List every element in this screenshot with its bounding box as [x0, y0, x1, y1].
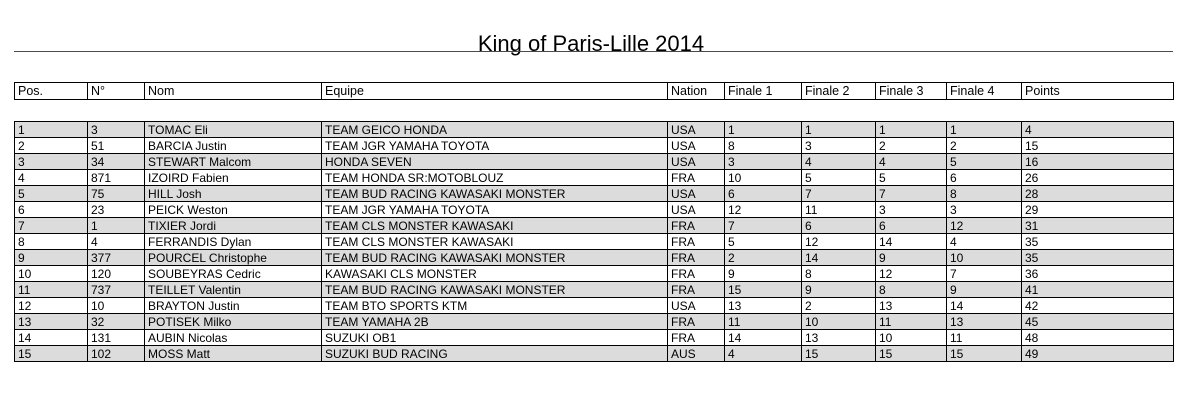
col-final-2-cell: 7 [802, 186, 876, 202]
col-final-3-cell: 8 [876, 282, 947, 298]
col-points-cell: 31 [1022, 218, 1174, 234]
col-number-cell: 737 [88, 282, 145, 298]
column-header-number: N° [88, 83, 145, 100]
col-team-cell: TEAM BUD RACING KAWASAKI MONSTER [322, 282, 668, 298]
col-team-cell: TEAM YAMAHA 2B [322, 314, 668, 330]
col-points-cell: 35 [1022, 250, 1174, 266]
col-name-cell: POTISEK Milko [145, 314, 322, 330]
col-team-cell: TEAM BTO SPORTS KTM [322, 298, 668, 314]
col-final-3-cell: 15 [876, 346, 947, 362]
col-number-cell: 102 [88, 346, 145, 362]
col-number-cell: 131 [88, 330, 145, 346]
col-final-3-cell: 3 [876, 202, 947, 218]
col-final-1-cell: 2 [725, 250, 802, 266]
col-points-cell: 4 [1022, 122, 1174, 138]
col-pos-cell: 15 [15, 346, 88, 362]
col-final-3-cell: 2 [876, 138, 947, 154]
col-final-1-cell: 13 [725, 298, 802, 314]
col-name-cell: TIXIER Jordi [145, 218, 322, 234]
col-nation-cell: USA [668, 298, 725, 314]
col-team-cell: TEAM GEICO HONDA [322, 122, 668, 138]
col-number-cell: 32 [88, 314, 145, 330]
col-points-cell: 36 [1022, 266, 1174, 282]
col-final-2-cell: 1 [802, 122, 876, 138]
col-number-cell: 3 [88, 122, 145, 138]
col-nation-cell: FRA [668, 218, 725, 234]
col-nation-cell: USA [668, 186, 725, 202]
col-nation-cell: USA [668, 138, 725, 154]
col-points-cell: 42 [1022, 298, 1174, 314]
column-header-table [14, 82, 1174, 100]
table-row [15, 250, 1174, 266]
table-row [15, 330, 1174, 346]
col-final-1-cell: 3 [725, 154, 802, 170]
table-row [15, 138, 1174, 154]
col-final-1-cell: 15 [725, 282, 802, 298]
col-final-1-cell: 10 [725, 170, 802, 186]
col-number-cell: 23 [88, 202, 145, 218]
col-final-4-cell: 1 [947, 122, 1022, 138]
col-name-cell: AUBIN Nicolas [145, 330, 322, 346]
col-name-cell: IZOIRD Fabien [145, 170, 322, 186]
col-final-3-cell: 1 [876, 122, 947, 138]
col-team-cell: TEAM HONDA SR:MOTOBLOUZ [322, 170, 668, 186]
col-final-4-cell: 3 [947, 202, 1022, 218]
col-points-cell: 48 [1022, 330, 1174, 346]
col-final-4-cell: 4 [947, 234, 1022, 250]
col-final-3-cell: 12 [876, 266, 947, 282]
column-header-final-4: Finale 4 [947, 83, 1022, 100]
col-final-3-cell: 9 [876, 250, 947, 266]
col-final-3-cell: 11 [876, 314, 947, 330]
col-team-cell: TEAM CLS MONSTER KAWASAKI [322, 218, 668, 234]
col-final-2-cell: 3 [802, 138, 876, 154]
col-final-1-cell: 8 [725, 138, 802, 154]
col-number-cell: 10 [88, 298, 145, 314]
col-points-cell: 45 [1022, 314, 1174, 330]
col-name-cell: MOSS Matt [145, 346, 322, 362]
column-header-final-1: Finale 1 [725, 83, 802, 100]
col-nation-cell: FRA [668, 170, 725, 186]
col-final-3-cell: 6 [876, 218, 947, 234]
col-pos-cell: 4 [15, 170, 88, 186]
col-final-4-cell: 12 [947, 218, 1022, 234]
col-final-2-cell: 13 [802, 330, 876, 346]
col-final-2-cell: 6 [802, 218, 876, 234]
table-row [15, 202, 1174, 218]
col-nation-cell: FRA [668, 266, 725, 282]
col-final-4-cell: 2 [947, 138, 1022, 154]
column-header-nation: Nation [668, 83, 725, 100]
col-team-cell: TEAM JGR YAMAHA TOYOTA [322, 202, 668, 218]
col-name-cell: SOUBEYRAS Cedric [145, 266, 322, 282]
table-row [15, 218, 1174, 234]
col-name-cell: PEICK Weston [145, 202, 322, 218]
results-body [15, 122, 1174, 362]
col-final-2-cell: 2 [802, 298, 876, 314]
title-divider [14, 51, 1173, 52]
col-final-4-cell: 8 [947, 186, 1022, 202]
col-team-cell: TEAM CLS MONSTER KAWASAKI [322, 234, 668, 250]
col-pos-cell: 7 [15, 218, 88, 234]
col-points-cell: 41 [1022, 282, 1174, 298]
col-final-2-cell: 8 [802, 266, 876, 282]
col-final-1-cell: 7 [725, 218, 802, 234]
col-pos-cell: 8 [15, 234, 88, 250]
col-number-cell: 34 [88, 154, 145, 170]
col-final-1-cell: 14 [725, 330, 802, 346]
col-final-4-cell: 7 [947, 266, 1022, 282]
col-pos-cell: 6 [15, 202, 88, 218]
col-pos-cell: 13 [15, 314, 88, 330]
col-final-2-cell: 5 [802, 170, 876, 186]
table-row [15, 314, 1174, 330]
col-points-cell: 15 [1022, 138, 1174, 154]
col-number-cell: 120 [88, 266, 145, 282]
table-row [15, 266, 1174, 282]
col-final-4-cell: 6 [947, 170, 1022, 186]
col-nation-cell: FRA [668, 314, 725, 330]
col-final-1-cell: 11 [725, 314, 802, 330]
col-points-cell: 28 [1022, 186, 1174, 202]
col-final-3-cell: 7 [876, 186, 947, 202]
header-row [15, 83, 1174, 100]
col-final-3-cell: 5 [876, 170, 947, 186]
col-points-cell: 16 [1022, 154, 1174, 170]
col-name-cell: STEWART Malcom [145, 154, 322, 170]
col-team-cell: TEAM BUD RACING KAWASAKI MONSTER [322, 186, 668, 202]
col-final-2-cell: 14 [802, 250, 876, 266]
col-pos-cell: 11 [15, 282, 88, 298]
col-team-cell: SUZUKI BUD RACING [322, 346, 668, 362]
col-final-2-cell: 4 [802, 154, 876, 170]
col-final-4-cell: 11 [947, 330, 1022, 346]
col-name-cell: BARCIA Justin [145, 138, 322, 154]
col-final-3-cell: 13 [876, 298, 947, 314]
col-final-2-cell: 12 [802, 234, 876, 250]
results-table [14, 121, 1174, 362]
col-nation-cell: USA [668, 202, 725, 218]
column-header-final-3: Finale 3 [876, 83, 947, 100]
col-nation-cell: FRA [668, 250, 725, 266]
col-number-cell: 75 [88, 186, 145, 202]
col-pos-cell: 5 [15, 186, 88, 202]
col-final-2-cell: 9 [802, 282, 876, 298]
col-name-cell: FERRANDIS Dylan [145, 234, 322, 250]
col-team-cell: TEAM BUD RACING KAWASAKI MONSTER [322, 250, 668, 266]
col-pos-cell: 10 [15, 266, 88, 282]
col-final-4-cell: 5 [947, 154, 1022, 170]
col-final-1-cell: 1 [725, 122, 802, 138]
col-nation-cell: FRA [668, 234, 725, 250]
table-row [15, 298, 1174, 314]
col-team-cell: HONDA SEVEN [322, 154, 668, 170]
col-final-1-cell: 4 [725, 346, 802, 362]
col-points-cell: 26 [1022, 170, 1174, 186]
col-pos-cell: 9 [15, 250, 88, 266]
table-row [15, 346, 1174, 362]
col-final-3-cell: 4 [876, 154, 947, 170]
table-row [15, 154, 1174, 170]
col-final-1-cell: 9 [725, 266, 802, 282]
col-number-cell: 871 [88, 170, 145, 186]
col-nation-cell: USA [668, 154, 725, 170]
col-nation-cell: FRA [668, 330, 725, 346]
col-final-4-cell: 15 [947, 346, 1022, 362]
col-nation-cell: AUS [668, 346, 725, 362]
col-nation-cell: FRA [668, 282, 725, 298]
col-number-cell: 4 [88, 234, 145, 250]
column-header-final-2: Finale 2 [802, 83, 876, 100]
col-final-3-cell: 14 [876, 234, 947, 250]
col-name-cell: HILL Josh [145, 186, 322, 202]
col-nation-cell: USA [668, 122, 725, 138]
col-name-cell: POURCEL Christophe [145, 250, 322, 266]
col-pos-cell: 3 [15, 154, 88, 170]
col-name-cell: BRAYTON Justin [145, 298, 322, 314]
column-header-points: Points [1022, 83, 1174, 100]
col-points-cell: 35 [1022, 234, 1174, 250]
column-header-team: Equipe [322, 83, 668, 100]
table-row [15, 122, 1174, 138]
col-name-cell: TOMAC Eli [145, 122, 322, 138]
col-points-cell: 49 [1022, 346, 1174, 362]
col-final-1-cell: 6 [725, 186, 802, 202]
col-number-cell: 1 [88, 218, 145, 234]
col-final-2-cell: 10 [802, 314, 876, 330]
col-pos-cell: 14 [15, 330, 88, 346]
col-final-1-cell: 5 [725, 234, 802, 250]
col-number-cell: 377 [88, 250, 145, 266]
col-team-cell: KAWASAKI CLS MONSTER [322, 266, 668, 282]
table-row [15, 234, 1174, 250]
col-points-cell: 29 [1022, 202, 1174, 218]
col-name-cell: TEILLET Valentin [145, 282, 322, 298]
col-final-4-cell: 13 [947, 314, 1022, 330]
column-header-name: Nom [145, 83, 322, 100]
col-pos-cell: 1 [15, 122, 88, 138]
col-team-cell: TEAM JGR YAMAHA TOYOTA [322, 138, 668, 154]
column-header-pos: Pos. [15, 83, 88, 100]
col-team-cell: SUZUKI OB1 [322, 330, 668, 346]
table-row [15, 282, 1174, 298]
col-pos-cell: 2 [15, 138, 88, 154]
table-row [15, 170, 1174, 186]
col-final-4-cell: 10 [947, 250, 1022, 266]
col-final-1-cell: 12 [725, 202, 802, 218]
col-pos-cell: 12 [15, 298, 88, 314]
col-final-2-cell: 15 [802, 346, 876, 362]
col-final-4-cell: 14 [947, 298, 1022, 314]
table-row [15, 186, 1174, 202]
col-final-2-cell: 11 [802, 202, 876, 218]
page-title: King of Paris-Lille 2014 [477, 30, 705, 56]
col-final-4-cell: 9 [947, 282, 1022, 298]
col-number-cell: 51 [88, 138, 145, 154]
col-final-3-cell: 10 [876, 330, 947, 346]
